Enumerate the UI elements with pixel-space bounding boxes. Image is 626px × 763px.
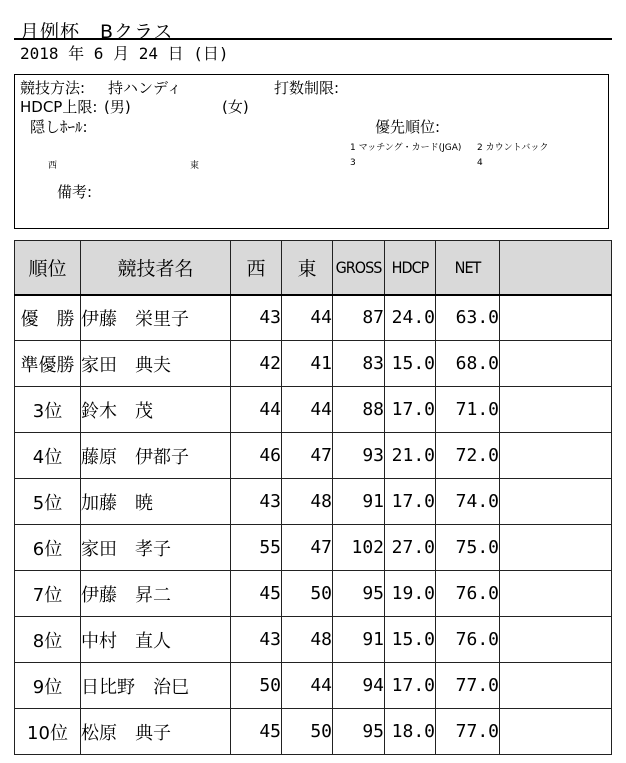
west-score-cell: 45: [231, 571, 282, 617]
blank-cell: [500, 341, 612, 387]
gross-score-cell: 93: [333, 433, 385, 479]
player-name-cell: 加藤 暁: [81, 479, 231, 525]
hdcp-cell: 15.0: [385, 341, 436, 387]
rank-cell: 7位: [15, 571, 81, 617]
player-name-cell: 藤原 伊都子: [81, 433, 231, 479]
table-row: [15, 479, 612, 525]
net-score-cell: 76.0: [436, 571, 500, 617]
results-table: [14, 240, 612, 755]
player-name-cell: 中村 直人: [81, 617, 231, 663]
blank-cell: [500, 433, 612, 479]
blank-cell: [500, 571, 612, 617]
header-hdcp: HDCP: [385, 241, 436, 295]
table-row: [15, 617, 612, 663]
hdcp-cell: 21.0: [385, 433, 436, 479]
hdcp-cell: 15.0: [385, 617, 436, 663]
blank-cell: [500, 295, 612, 341]
hdcp-cell: 27.0: [385, 525, 436, 571]
east-score-cell: 47: [282, 525, 333, 571]
hdcp-cell: 18.0: [385, 709, 436, 755]
priority-item-1: 1 マッチング・カード(JGA): [350, 143, 462, 153]
player-name-cell: 日比野 治巳: [81, 663, 231, 709]
player-name-cell: 家田 孝子: [81, 525, 231, 571]
player-name-cell: 家田 典夫: [81, 341, 231, 387]
hdcp-cell: 17.0: [385, 663, 436, 709]
net-score-cell: 63.0: [436, 295, 500, 341]
west-score-cell: 43: [231, 617, 282, 663]
east-score-cell: 44: [282, 663, 333, 709]
method-label: 競技方法:: [20, 79, 86, 97]
gross-score-cell: 102: [333, 525, 385, 571]
player-name-cell: 松原 典子: [81, 709, 231, 755]
east-score-cell: 47: [282, 433, 333, 479]
stroke-limit-label: 打数制限:: [274, 79, 340, 97]
net-score-cell: 76.0: [436, 617, 500, 663]
table-row: [15, 663, 612, 709]
east-score-cell: 48: [282, 617, 333, 663]
east-score-cell: 50: [282, 709, 333, 755]
gross-score-cell: 95: [333, 709, 385, 755]
hdcp-cell: 17.0: [385, 479, 436, 525]
hdcp-female-label: (女): [222, 98, 249, 116]
net-score-cell: 74.0: [436, 479, 500, 525]
table-row: [15, 341, 612, 387]
east-score-cell: 41: [282, 341, 333, 387]
priority-item-3: 3: [350, 158, 356, 168]
header-east: 東: [282, 241, 333, 295]
page-title: 月例杯 Bクラス: [20, 21, 174, 43]
blank-cell: [500, 525, 612, 571]
gross-score-cell: 91: [333, 617, 385, 663]
gross-score-cell: 95: [333, 571, 385, 617]
priority-label: 優先順位:: [375, 118, 441, 136]
gross-score-cell: 94: [333, 663, 385, 709]
east-score-cell: 44: [282, 295, 333, 341]
hidden-hole-east-label: 東: [190, 161, 200, 171]
title-underline: [14, 38, 612, 40]
table-header-row: [15, 241, 612, 295]
west-score-cell: 43: [231, 295, 282, 341]
hdcp-cell: 19.0: [385, 571, 436, 617]
net-score-cell: 75.0: [436, 525, 500, 571]
header-rank: 順位: [15, 241, 81, 295]
rank-cell: 5位: [15, 479, 81, 525]
net-score-cell: 72.0: [436, 433, 500, 479]
priority-item-2: 2 カウントバック: [477, 143, 549, 153]
gross-score-cell: 87: [333, 295, 385, 341]
hdcp-cell: 24.0: [385, 295, 436, 341]
header-gross: GROSS: [333, 241, 385, 295]
remarks-label: 備考:: [57, 183, 93, 201]
hdcp-male-label: (男): [104, 98, 131, 116]
net-score-cell: 68.0: [436, 341, 500, 387]
rank-cell: 3位: [15, 387, 81, 433]
west-score-cell: 50: [231, 663, 282, 709]
blank-cell: [500, 663, 612, 709]
table-row: [15, 387, 612, 433]
hidden-hole-label: 隠しﾎｰﾙ:: [30, 118, 88, 136]
rank-cell: 優 勝: [15, 295, 81, 341]
player-name-cell: 伊藤 昇二: [81, 571, 231, 617]
header-blank: [500, 241, 612, 295]
blank-cell: [500, 617, 612, 663]
rank-cell: 10位: [15, 709, 81, 755]
table-row: [15, 295, 612, 341]
table-row: [15, 433, 612, 479]
player-name-cell: 伊藤 栄里子: [81, 295, 231, 341]
method-value: 持ハンディ: [108, 79, 182, 97]
net-score-cell: 77.0: [436, 663, 500, 709]
gross-score-cell: 83: [333, 341, 385, 387]
rank-cell: 準優勝: [15, 341, 81, 387]
rank-cell: 6位: [15, 525, 81, 571]
table-row: [15, 571, 612, 617]
east-score-cell: 50: [282, 571, 333, 617]
priority-item-4: 4: [477, 158, 483, 168]
hidden-hole-west-label: 西: [48, 161, 58, 171]
west-score-cell: 55: [231, 525, 282, 571]
header-west: 西: [231, 241, 282, 295]
header-name: 競技者名: [81, 241, 231, 295]
hdcp-cell: 17.0: [385, 387, 436, 433]
west-score-cell: 46: [231, 433, 282, 479]
west-score-cell: 44: [231, 387, 282, 433]
east-score-cell: 44: [282, 387, 333, 433]
table-row: [15, 709, 612, 755]
west-score-cell: 45: [231, 709, 282, 755]
gross-score-cell: 91: [333, 479, 385, 525]
table-row: [15, 525, 612, 571]
rank-cell: 8位: [15, 617, 81, 663]
blank-cell: [500, 387, 612, 433]
net-score-cell: 71.0: [436, 387, 500, 433]
rank-cell: 4位: [15, 433, 81, 479]
gross-score-cell: 88: [333, 387, 385, 433]
west-score-cell: 43: [231, 479, 282, 525]
blank-cell: [500, 479, 612, 525]
blank-cell: [500, 709, 612, 755]
hdcp-limit-label: HDCP上限:: [20, 98, 98, 116]
net-score-cell: 77.0: [436, 709, 500, 755]
header-net: NET: [436, 241, 500, 295]
rank-cell: 9位: [15, 663, 81, 709]
west-score-cell: 42: [231, 341, 282, 387]
event-date: 2018 年 6 月 24 日 (日): [20, 44, 229, 63]
player-name-cell: 鈴木 茂: [81, 387, 231, 433]
east-score-cell: 48: [282, 479, 333, 525]
